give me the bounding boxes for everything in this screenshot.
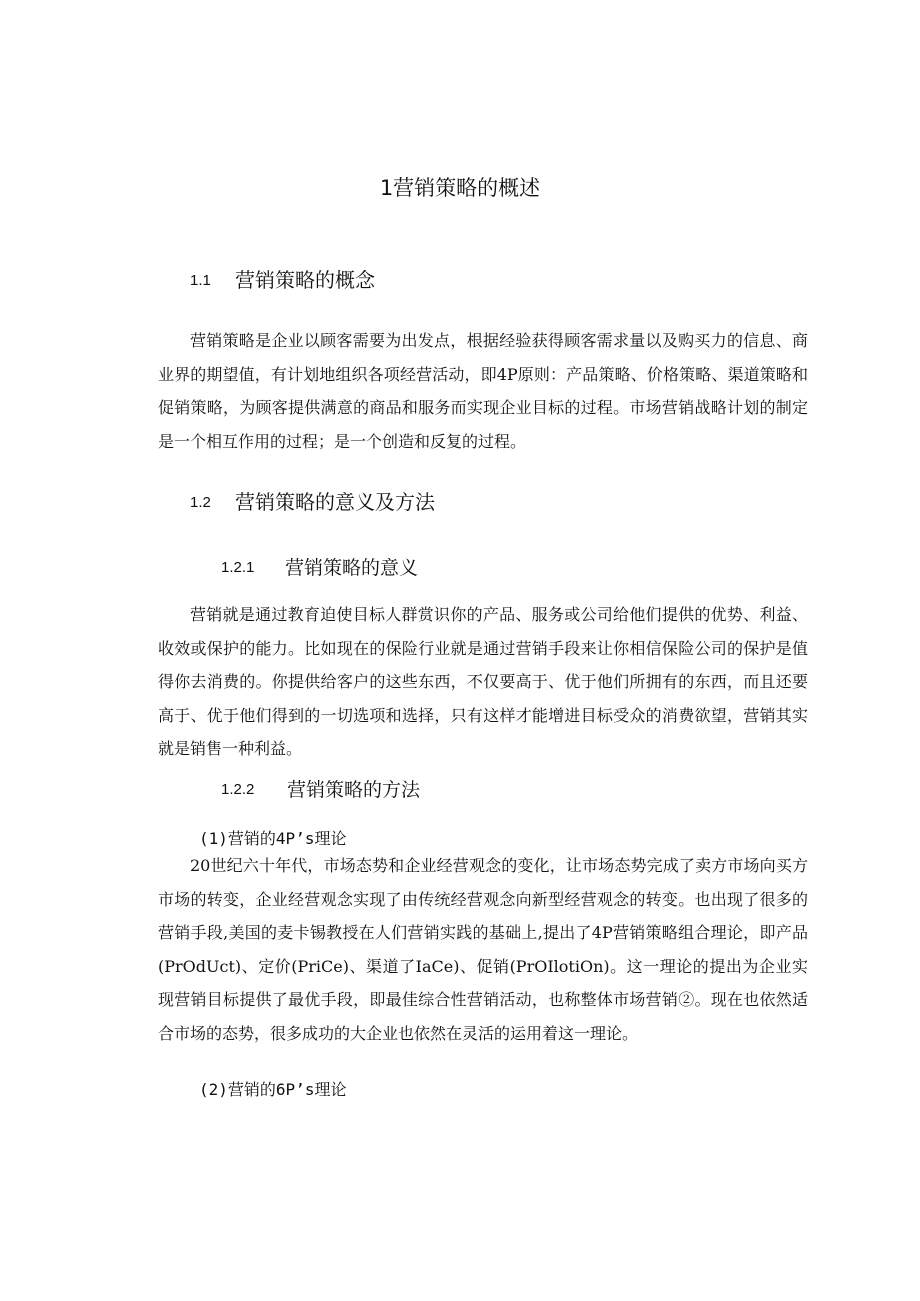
section-heading-text: 营销策略的概念 [235, 268, 375, 292]
section-number: 1.2 [190, 494, 211, 511]
section-heading-text: 营销策略的意义及方法 [235, 490, 435, 514]
section-heading-1-2-1 [221, 553, 418, 580]
section-heading-text: 营销策略的意义 [285, 557, 419, 579]
section-number: 1.1 [190, 272, 211, 289]
section-heading-1-1 [190, 264, 375, 293]
list-item-4ps: (1)营销的4P’s理论 [199, 829, 347, 848]
page-title: 1营销策略的概述 [379, 176, 541, 200]
paragraph-concept: 营销策略是企业以顾客需要为出发点，根据经验获得顾客需求量以及购买力的信息、商业界的期望值，有计划地组织各项经营活动，即4P原则：产品策略、价格策略、渠道策略和促销策略，为顾客提供满意的商品和服务而实现企业目标的过程。市场营销战略计划的制定是一个相互作用的过程；是一个创造和反复的过程。 [158, 331, 808, 451]
section-heading-1-2-2 [221, 775, 420, 802]
paragraph-meaning: 营销就是通过教育迫使目标人群赏识你的产品、服务或公司给他们提供的优势、利益、收效或保护的能力。比如现在的保险行业就是通过营销手段来让你相信保险公司的保护是值得你去消费的。你提供给客户的这些东西，不仅要高于、优于他们所拥有的东西，而且还要高于、优于他们得到的一切选项和选择，只有这样才能增进目标受众的消费欲望，营销其实就是销售一种利益。 [158, 605, 808, 758]
section-heading-1-2 [190, 486, 435, 515]
section-number: 1.2.1 [221, 559, 255, 576]
paragraph-4ps: 20世纪六十年代，市场态势和企业经营观念的变化，让市场态势完成了卖方市场向买方市场的转变，企业经营观念实现了由传统经营观念向新型经营观念的转变。也出现了很多的营销手段,美国的麦卡锡教授在人们营销实践的基础上,提出了4P营销策略组合理论，即产品(PrOdUct)、定价(PriCe)、渠道了IaCe)、促销(PrOIlotiOn)。这一理论的提出为企业实现营销目标提供了最优手段，即最佳综合性营销活动，也称整体市场营销②。现在也依然适合市场的态势，很多成功的大企业也依然在灵活的运用着这一理论。 [158, 856, 808, 1043]
list-item-6ps: (2)营销的6P’s理论 [199, 1080, 347, 1099]
section-heading-text: 营销策略的方法 [287, 779, 421, 801]
section-number: 1.2.2 [221, 781, 255, 798]
